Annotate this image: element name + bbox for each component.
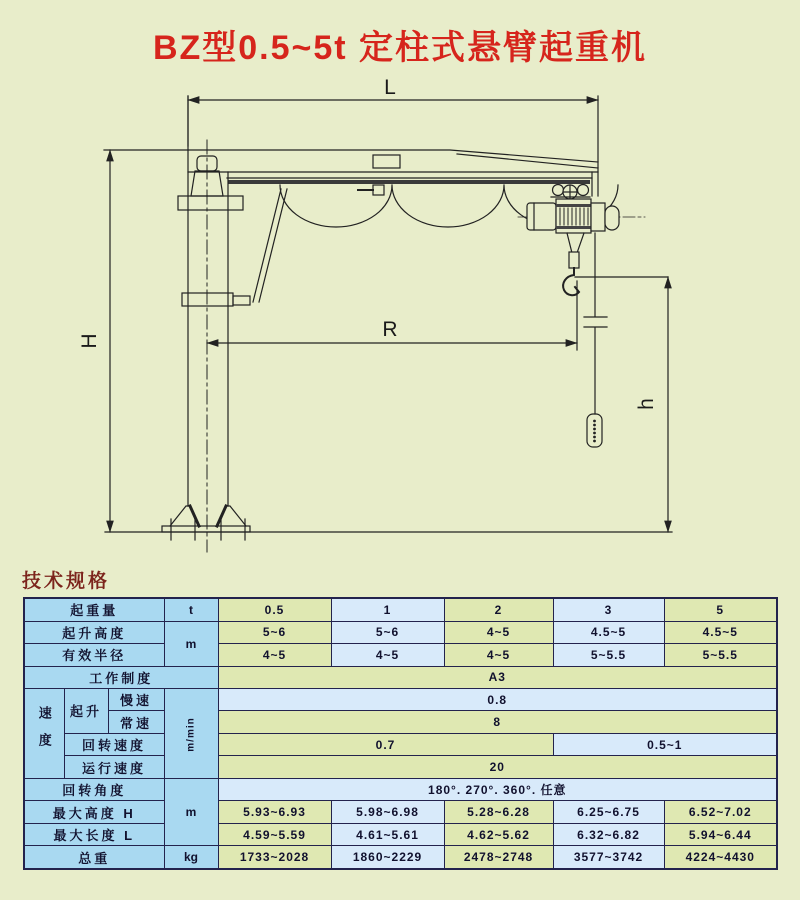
cell-lift-4: 4.5~5 bbox=[664, 621, 777, 643]
cell-lift-3: 4.5~5 bbox=[553, 621, 664, 643]
row-label-duty: 工作制度 bbox=[24, 666, 218, 688]
row-speed-slew bbox=[24, 733, 777, 755]
row-duty bbox=[24, 666, 777, 688]
cell-radius-2: 4~5 bbox=[444, 644, 553, 666]
cell-weight-0: 1733~2028 bbox=[218, 846, 331, 869]
cell-radius-4: 5~5.5 bbox=[664, 644, 777, 666]
cell-weight-1: 1860~2229 bbox=[331, 846, 444, 869]
cell-capacity-2: 2 bbox=[444, 598, 553, 621]
hoist-motor bbox=[591, 203, 605, 231]
unit-meters: m bbox=[164, 621, 218, 666]
cell-capacity-0: 0.5 bbox=[218, 598, 331, 621]
row-max-length bbox=[24, 823, 777, 845]
support-column bbox=[178, 96, 287, 552]
dim-label-L: L bbox=[384, 76, 396, 99]
hoist-gearbox bbox=[527, 203, 556, 230]
cell-lift-0: 5~6 bbox=[218, 621, 331, 643]
cell-weight-3: 3577~3742 bbox=[553, 846, 664, 869]
cell-capacity-4: 5 bbox=[664, 598, 777, 621]
cell-slew-speed-high: 0.5~1 bbox=[553, 733, 777, 755]
cell-radius-0: 4~5 bbox=[218, 644, 331, 666]
row-label-slew-angle: 回转角度 bbox=[24, 778, 164, 800]
row-label-max-height: 最大高度 H bbox=[24, 801, 164, 823]
cell-weight-4: 4224~4430 bbox=[664, 846, 777, 869]
diagonal-brace bbox=[253, 189, 281, 302]
page-title: BZ型0.5~5t 定柱式悬臂起重机 bbox=[152, 29, 648, 67]
dim-label-h: h bbox=[635, 398, 658, 410]
row-slew-angle bbox=[24, 778, 777, 800]
row-label-radius: 有效半径 bbox=[24, 644, 164, 666]
row-radius bbox=[24, 644, 777, 666]
row-speed-travel bbox=[24, 756, 777, 778]
dimension-H bbox=[104, 150, 188, 532]
unit-m-per-min-text: m/min bbox=[185, 717, 197, 753]
dim-label-R: R bbox=[382, 318, 398, 341]
cell-normal-speed: 8 bbox=[218, 711, 777, 733]
row-total-weight bbox=[24, 846, 777, 869]
row-speed-normal bbox=[24, 711, 777, 733]
cell-maxl-3: 6.32~6.82 bbox=[553, 823, 664, 845]
label-normal: 常速 bbox=[108, 711, 164, 733]
cell-slew-angle: 180°. 270°. 360°. 任意 bbox=[218, 778, 777, 800]
cell-maxl-2: 4.62~5.62 bbox=[444, 823, 553, 845]
cell-maxh-0: 5.93~6.93 bbox=[218, 801, 331, 823]
cell-radius-3: 5~5.5 bbox=[553, 644, 664, 666]
cell-duty: A3 bbox=[218, 666, 777, 688]
jib-beam bbox=[188, 150, 598, 196]
cell-travel-speed: 20 bbox=[218, 756, 777, 778]
dim-label-H: H bbox=[78, 333, 101, 349]
cell-weight-2: 2478~2748 bbox=[444, 846, 553, 869]
cell-radius-1: 4~5 bbox=[331, 644, 444, 666]
row-speed-slow bbox=[24, 689, 777, 711]
cell-slow-speed: 0.8 bbox=[218, 689, 777, 711]
electric-hoist bbox=[518, 185, 645, 234]
label-slew-speed: 回转速度 bbox=[64, 733, 164, 755]
unit-m-per-min bbox=[164, 689, 218, 779]
cell-maxl-0: 4.59~5.59 bbox=[218, 823, 331, 845]
cell-lift-2: 4~5 bbox=[444, 621, 553, 643]
cell-lift-1: 5~6 bbox=[331, 621, 444, 643]
cell-capacity-3: 3 bbox=[553, 598, 664, 621]
cell-maxh-3: 6.25~6.75 bbox=[553, 801, 664, 823]
label-travel-speed: 运行速度 bbox=[64, 756, 164, 778]
row-capacity bbox=[24, 598, 777, 621]
row-label-total-weight: 总重 bbox=[24, 846, 164, 869]
cell-capacity-1: 1 bbox=[331, 598, 444, 621]
cell-slew-speed-low: 0.7 bbox=[218, 733, 553, 755]
unit-kg: kg bbox=[164, 846, 218, 869]
unit-capacity: t bbox=[164, 598, 218, 621]
label-slow: 慢速 bbox=[108, 689, 164, 711]
cell-maxh-4: 6.52~7.02 bbox=[664, 801, 777, 823]
section-title: 技术规格 bbox=[22, 571, 111, 592]
row-lift-height bbox=[24, 621, 777, 643]
cell-maxh-2: 5.28~6.28 bbox=[444, 801, 553, 823]
cell-maxh-1: 5.98~6.98 bbox=[331, 801, 444, 823]
unit-meters-2: m bbox=[164, 778, 218, 845]
hook-block bbox=[563, 233, 584, 295]
row-label-capacity: 起重量 bbox=[24, 598, 164, 621]
spec-table bbox=[23, 597, 778, 870]
cell-maxl-1: 4.61~5.61 bbox=[331, 823, 444, 845]
label-lift: 起升 bbox=[64, 689, 108, 734]
row-max-height bbox=[24, 801, 777, 823]
row-label-lift-height: 起升高度 bbox=[24, 621, 164, 643]
pendant-control bbox=[584, 233, 607, 447]
row-label-max-length: 最大长度 L bbox=[24, 823, 164, 845]
group-label-speed: 速度 bbox=[24, 689, 64, 779]
column-base bbox=[162, 506, 250, 540]
cell-maxl-4: 5.94~6.44 bbox=[664, 823, 777, 845]
